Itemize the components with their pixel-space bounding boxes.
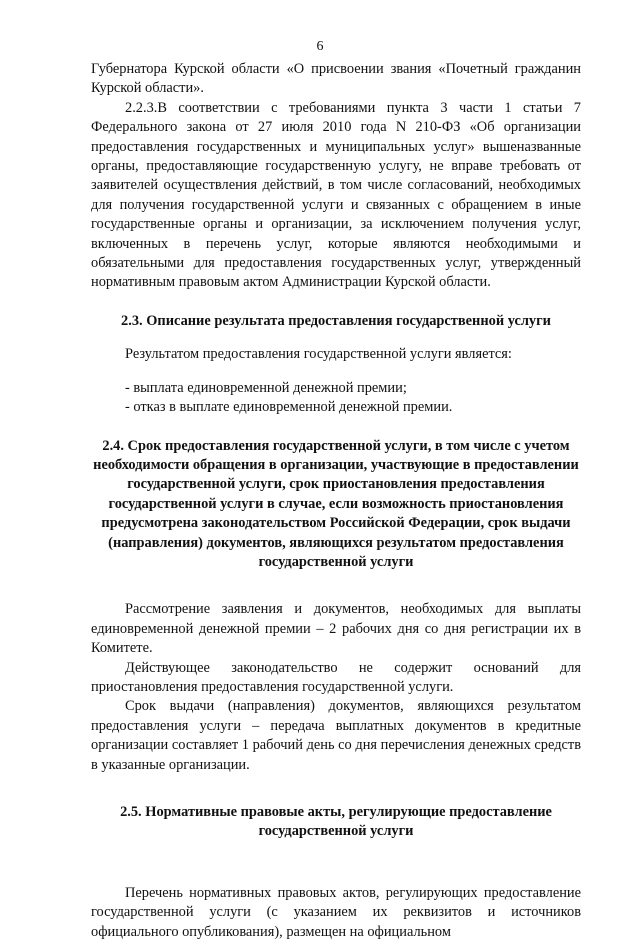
result-list	[91, 379, 581, 418]
section-2-4-heading: 2.4. Срок предоставления государственной услуги, в том числе с учетом необходимости обращения в организации, участвующие в предоставлении государственной услуги, срок приостановления предоставления государственной услуги в случае, если возможность приостановления предусмотрена законодательством Российской Федерации, срок выдачи (направления) документов, являющихся результатом предоставления государственной услуги	[93, 437, 579, 570]
section-2-5-paragraph: Перечень нормативных правовых актов, регулирующих предоставление государственной услуги (с указанием их реквизитов и источников официального опубликования), размещен на официальном	[91, 884, 581, 940]
section-2-4-paragraph: Срок выдачи (направления) документов, являющихся результатом предоставления услуги – передача выплатных документов в кредитные организации составляет 1 рабочий день со дня перечисления денежных средств в указанные организации.	[91, 698, 581, 773]
page-number: 6	[316, 39, 324, 54]
section-2-5-heading: 2.5. Нормативные правовые акты, регулирующие предоставление государственной услуги	[120, 804, 552, 840]
paragraph-continuation: Губернатора Курской области «О присвоении звания «Почетный гражданин Курской области».	[91, 61, 581, 97]
section-2-3-heading: 2.3. Описание результата предоставления государственной услуги	[121, 312, 551, 329]
section-2-4-paragraph: Действующее законодательство не содержит оснований для приостановления предоставления государственной услуги.	[91, 659, 581, 695]
section-2-4-paragraph: Рассмотрение заявления и документов, необходимых для выплаты единовременной денежной премии – 2 рабочих дня со дня регистрации их в Комитете.	[91, 601, 581, 657]
section-2-3-intro: Результатом предоставления государственной услуги является:	[125, 346, 512, 363]
list-item: - отказ в выплате единовременной денежной премии.	[125, 399, 453, 416]
paragraph-2-2-3: 2.2.3.В соответствии с требованиями пункта 3 части 1 статьи 7 Федерального закона от 27 июля 2010 года N 210-ФЗ «Об организации предоставления государственных и муниципальных услуг» вышеназванные органы, предоставляющие государственную услугу, не вправе требовать от заявителей осуществления действий, в том числе согласований, необходимых для получения государственной услуги и связанных с обращением в иные государственные органы и организации, за исключением получения услуг, включенных в перечень услуг, которые являются необходимыми и обязательными для предоставления государственных услуг, утвержденный нормативным правовым актом Администрации Курской области.	[91, 99, 581, 291]
page-content	[91, 60, 581, 942]
list-item: - выплата единовременной денежной премии;	[125, 379, 407, 396]
